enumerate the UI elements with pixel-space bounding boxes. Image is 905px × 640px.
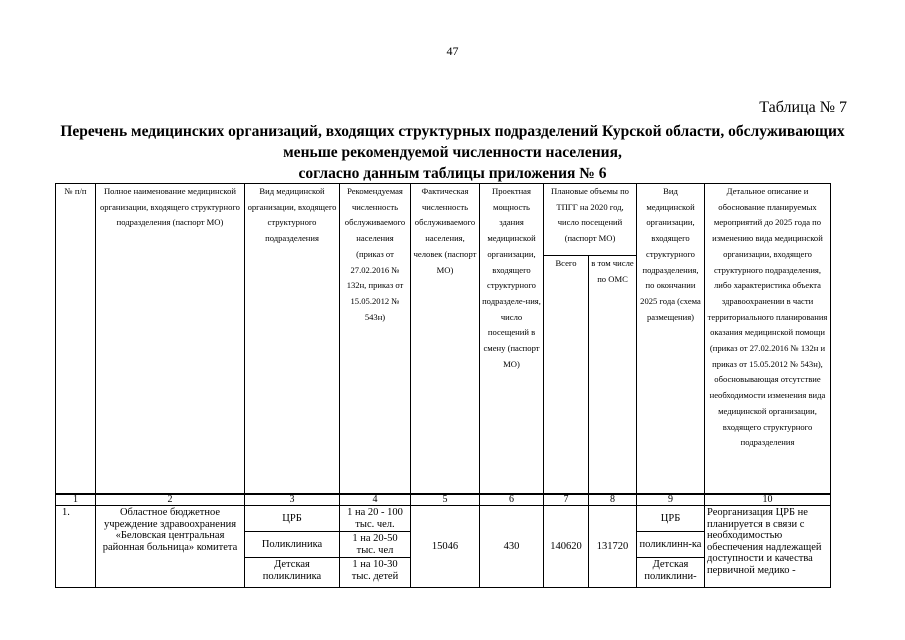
- description: Реорганизация ЦРБ не планируется в связи с необходимостью обеспечения надлежащей доступности и качества первичной медико -: [705, 506, 831, 588]
- column-number: 3: [245, 494, 340, 506]
- organization-name: Областное бюджетное учреждение здравоохранения «Беловская центральная районная больница» комитета: [96, 506, 245, 588]
- header-full-name: Полное наименование медицинской организации, входящего структурного подразделения (паспорт МО): [96, 184, 245, 494]
- recommended-norm: 1 на 20 - 100 тыс. чел.: [340, 506, 411, 532]
- type-2025: ЦРБ: [637, 506, 705, 532]
- column-number: 8: [589, 494, 637, 506]
- header-planned-volumes: Плановые объемы по ТПГГ на 2020 год, число посещений (паспорт МО): [544, 184, 637, 256]
- title-line-2: меньше рекомендуемой численности населения,: [283, 144, 622, 161]
- column-number: 4: [340, 494, 411, 506]
- column-number: 1: [56, 494, 96, 506]
- title-line-3: согласно данным таблицы приложения № 6: [298, 165, 607, 182]
- column-number: 9: [637, 494, 705, 506]
- column-number: 7: [544, 494, 589, 506]
- column-number: 5: [411, 494, 480, 506]
- header-description: Детальное описание и обоснование планируемых мероприятий до 2025 года по изменению вида медицинской организации, входящего структурного подразделения, либо характеристика объекта здравоохранении в части территориального планирования оказания медицинской помощи (приказ от 27.02.2016 № 132н и приказ от 15.05.2012 № 543н), обосновывающая отсутствие необходимости изменения вида медицинской организации, входящего структурного подразделения: [705, 184, 831, 494]
- header-capacity: Проектная мощность здания медицинской организации, входящего структурного подразделе-ния, число посещений в смену (паспорт МО): [480, 184, 544, 494]
- type-2025: Детская поликлини-: [637, 558, 705, 588]
- header-recommended-population: Рекомендуемая численность обслуживаемого населения (приказ от 27.02.2016 № 132н, приказ от 15.05.2012 № 543н): [340, 184, 411, 494]
- row-number: 1.: [56, 506, 96, 588]
- visits-oms: 131720: [589, 506, 637, 588]
- page-number: 47: [446, 44, 459, 58]
- column-number: 10: [705, 494, 831, 506]
- title-line-1: Перечень медицинских организаций, входящих структурных подразделений Курской области, обслуживающих: [60, 123, 845, 140]
- table-title: [50, 121, 855, 184]
- header-total: Всего: [544, 256, 589, 494]
- header-oms: в том числе по ОМС: [589, 256, 637, 494]
- recommended-norm: 1 на 10-30 тыс. детей: [340, 558, 411, 588]
- visits-total: 140620: [544, 506, 589, 588]
- capacity: 430: [480, 506, 544, 588]
- type-2025: поликлинн-ка: [637, 532, 705, 558]
- header-type-2025: Вид медицинской организации, входящего структурного подразделения, по окончании 2025 года (схема размещения): [637, 184, 705, 494]
- actual-population: 15046: [411, 506, 480, 588]
- header-num: № п/п: [56, 184, 96, 494]
- medical-organizations-table: [55, 183, 831, 588]
- column-number: 6: [480, 494, 544, 506]
- table-label: Таблица № 7: [759, 99, 847, 116]
- column-number: 2: [96, 494, 245, 506]
- recommended-norm: 1 на 20-50 тыс. чел: [340, 532, 411, 558]
- org-type: Поликлиника: [245, 532, 340, 558]
- header-actual-population: Фактическая численность обслуживаемого населения, человек (паспорт МО): [411, 184, 480, 494]
- org-type: ЦРБ: [245, 506, 340, 532]
- org-type: Детская поликлиника: [245, 558, 340, 588]
- header-org-type: Вид медицинской организации, входящего структурного подразделения: [245, 184, 340, 494]
